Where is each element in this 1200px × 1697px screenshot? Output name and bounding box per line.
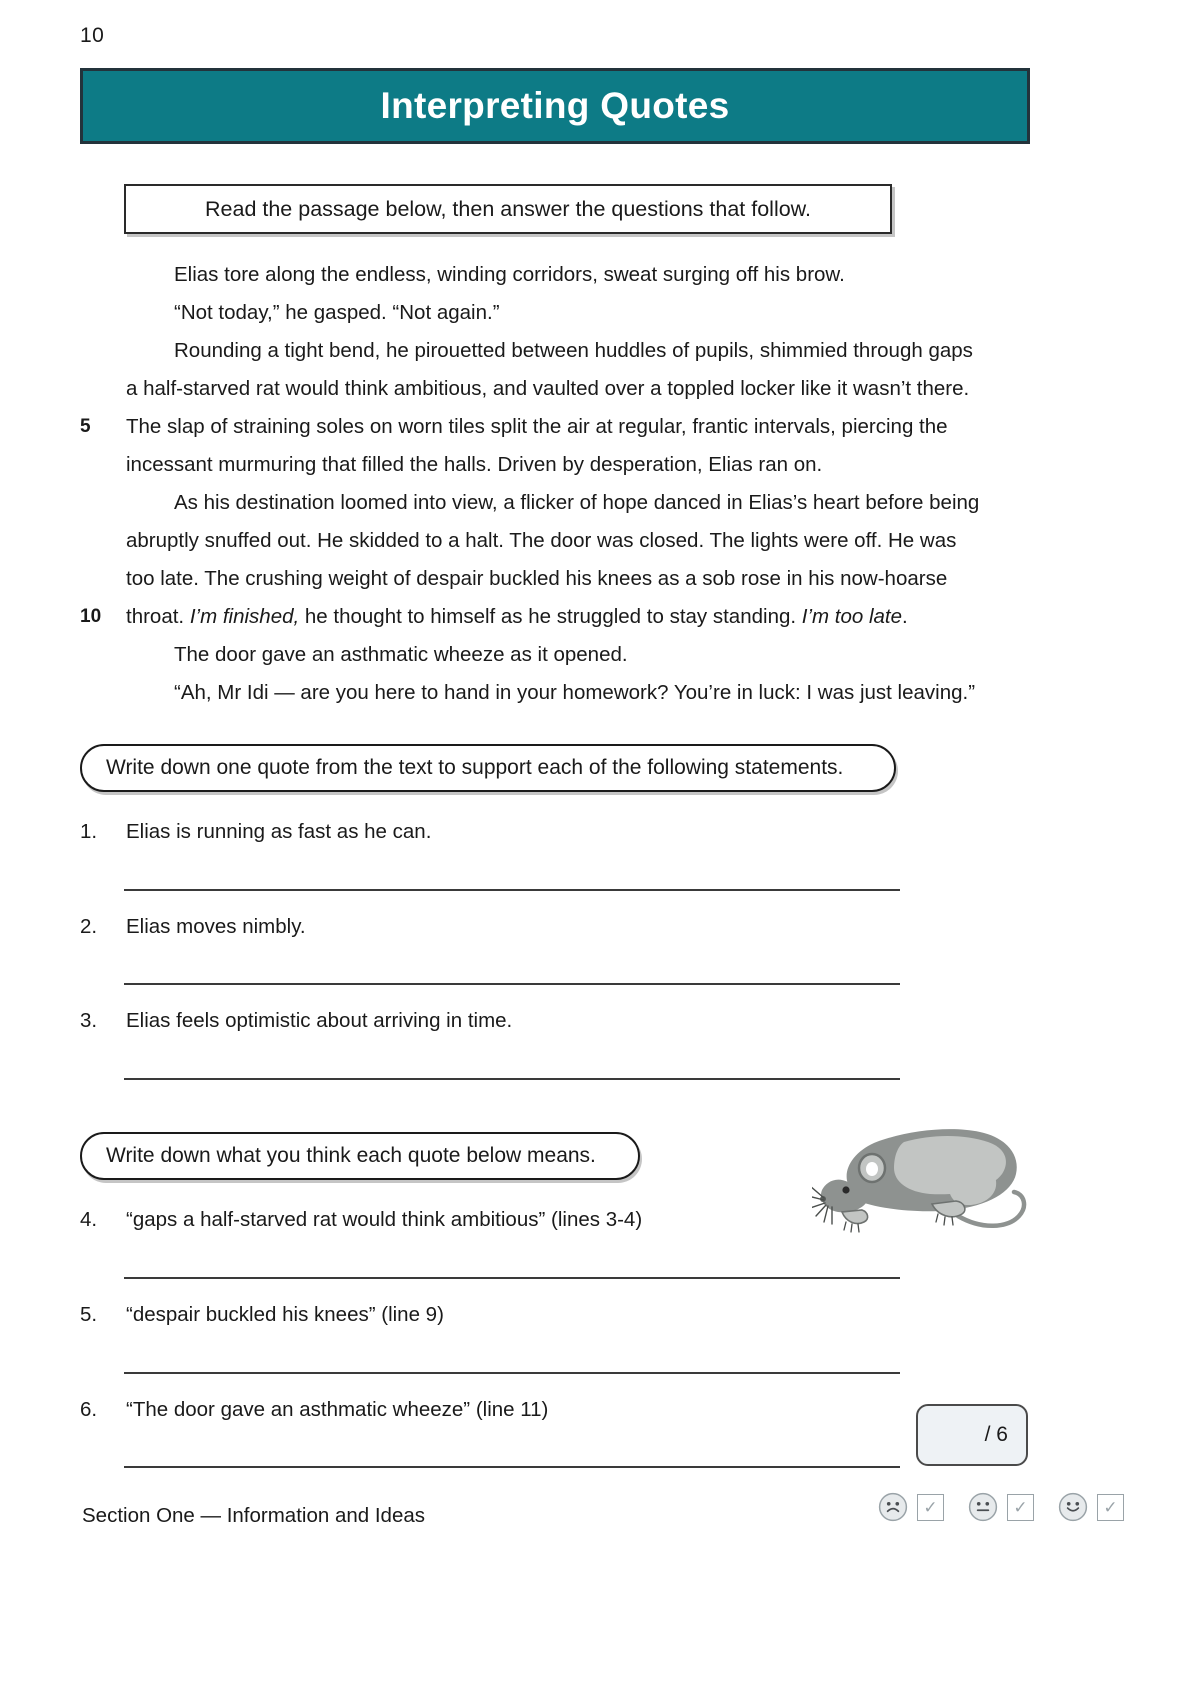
self-assessment-tickbox[interactable]: ✓ (917, 1494, 944, 1521)
question-4-number: 4. (80, 1208, 98, 1231)
question-6 (80, 1398, 960, 1422)
question-1 (80, 820, 960, 844)
passage-line (80, 332, 1040, 370)
passage-line-text: throat. I’m finished, he thought to himself as he struggled to stay standing. I’m too late. (126, 605, 908, 628)
self-assessment-item (968, 1492, 1034, 1522)
question-5 (80, 1303, 960, 1327)
passage-line (80, 408, 1040, 446)
self-assessment-tickbox[interactable]: ✓ (1007, 1494, 1034, 1521)
passage-line-number: 5 (80, 416, 91, 437)
read-passage-instruction-box (124, 184, 892, 234)
passage-line (80, 256, 1040, 294)
passage-line-text: “Not today,” he gasped. “Not again.” (174, 301, 500, 324)
question-1-number: 1. (80, 820, 98, 843)
question-4-text: “gaps a half-starved rat would think ambitious” (lines 3-4) (126, 1208, 643, 1231)
answer-line-1[interactable] (124, 889, 900, 891)
self-assessment-item (1058, 1492, 1124, 1522)
answer-line-6[interactable] (124, 1466, 900, 1468)
answer-line-5[interactable] (124, 1372, 900, 1374)
answer-line-2[interactable] (124, 983, 900, 985)
question-4 (80, 1208, 960, 1232)
question-6-number: 6. (80, 1398, 98, 1421)
question-2 (80, 915, 960, 939)
question-6-text: “The door gave an asthmatic wheeze” (line 11) (126, 1398, 549, 1421)
quote-meaning-instruction-pill (80, 1132, 640, 1180)
passage-line-text: incessant murmuring that filled the halls. Driven by desperation, Elias ran on. (126, 453, 823, 476)
passage-line-text: As his destination loomed into view, a flicker of hope danced in Elias’s heart before being (174, 491, 980, 514)
answer-line-3[interactable] (124, 1078, 900, 1080)
passage-line-text: abruptly snuffed out. He skidded to a halt. The door was closed. The lights were off. He was (126, 529, 957, 552)
unhappy-face-icon[interactable] (878, 1492, 908, 1522)
footer-section-label: Section One — Information and Ideas (82, 1504, 426, 1527)
score-value: / 6 (984, 1423, 1008, 1446)
passage-line-text: too late. The crushing weight of despair buckled his knees as a sob rose in his now-hoarse (126, 567, 948, 590)
passage-line (80, 636, 1040, 674)
question-3-text: Elias feels optimistic about arriving in time. (126, 1009, 513, 1032)
passage-line-text: a half-starved rat would think ambitious, and vaulted over a toppled locker like it wasn’t there. (126, 377, 970, 400)
page-title-banner (80, 68, 1030, 144)
page-number: 10 (80, 24, 105, 47)
passage-line-number: 10 (80, 606, 102, 627)
passage-line-text: “Ah, Mr Idi — are you here to hand in your homework? You’re in luck: I was just leaving.” (174, 681, 976, 704)
score-box[interactable] (916, 1404, 1028, 1466)
passage-line-text: The door gave an asthmatic wheeze as it opened. (174, 643, 628, 666)
happy-face-icon[interactable] (1058, 1492, 1088, 1522)
quote-meaning-instruction-text: Write down what you think each quote below means. (106, 1144, 596, 1167)
passage-line (80, 522, 1040, 560)
page-title: Interpreting Quotes (380, 85, 730, 126)
read-passage-instruction-text: Read the passage below, then answer the questions that follow. (205, 196, 811, 221)
passage-line (80, 674, 1040, 712)
quotes-support-instruction-text: Write down one quote from the text to support each of the following statements. (106, 756, 844, 779)
passage-line-text: Rounding a tight bend, he pirouetted between huddles of pupils, shimmied through gaps (174, 339, 973, 362)
question-5-number: 5. (80, 1303, 98, 1326)
passage-line-text: Elias tore along the endless, winding corridors, sweat surging off his brow. (174, 263, 845, 286)
passage-line-text: The slap of straining soles on worn tiles split the air at regular, frantic intervals, piercing the (126, 415, 948, 438)
neutral-face-icon[interactable] (968, 1492, 998, 1522)
question-3 (80, 1009, 960, 1033)
question-2-number: 2. (80, 915, 98, 938)
passage-line (80, 598, 1040, 636)
passage-line (80, 370, 1040, 408)
passage-line (80, 484, 1040, 522)
answer-line-4[interactable] (124, 1277, 900, 1279)
passage-line (80, 446, 1040, 484)
passage-line (80, 560, 1040, 598)
question-5-text: “despair buckled his knees” (line 9) (126, 1303, 444, 1326)
self-assessment-tickbox[interactable]: ✓ (1097, 1494, 1124, 1521)
self-assessment-row (878, 1492, 1124, 1522)
question-2-text: Elias moves nimbly. (126, 915, 306, 938)
quotes-support-instruction-pill (80, 744, 896, 792)
passage-line (80, 294, 1040, 332)
question-1-text: Elias is running as fast as he can. (126, 820, 432, 843)
self-assessment-item (878, 1492, 944, 1522)
question-3-number: 3. (80, 1009, 98, 1032)
passage-text (80, 256, 1040, 712)
